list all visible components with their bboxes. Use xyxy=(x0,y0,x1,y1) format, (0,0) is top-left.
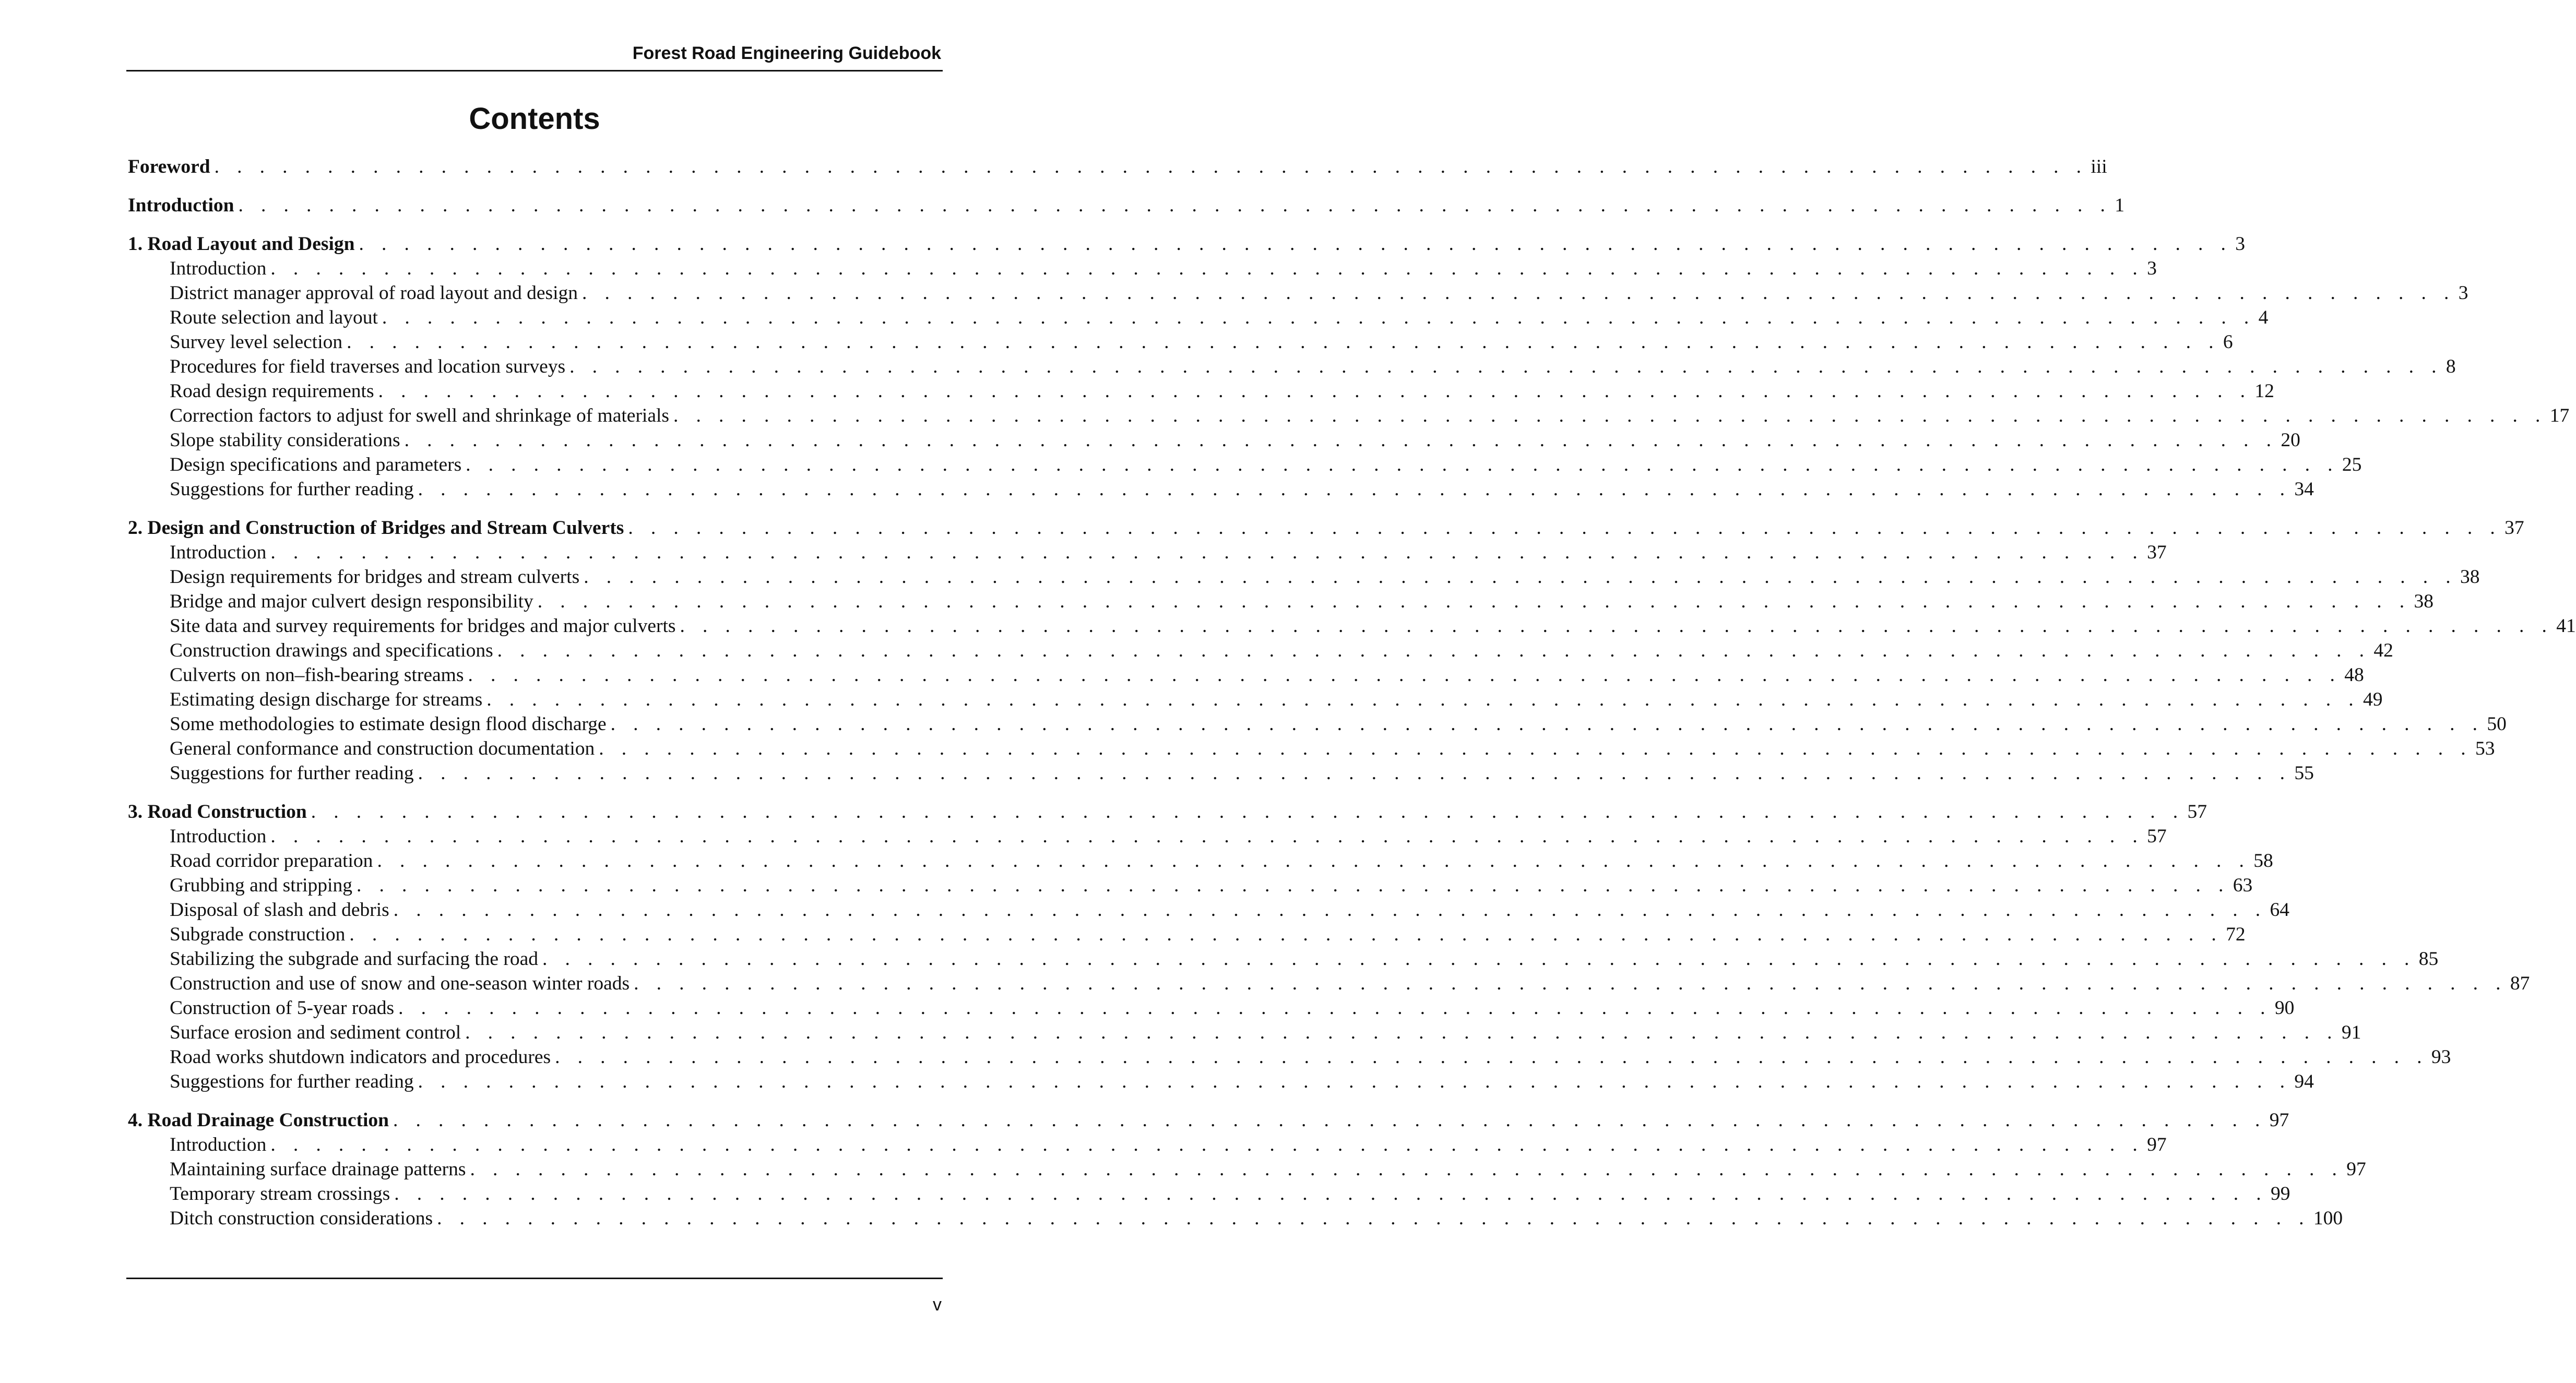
toc-entry-title: Design requirements for bridges and stream culverts xyxy=(170,566,580,588)
dot-leader: . . . . . . . . . . . . . . . . . . . . . . . . . . . . . . . . . . . . . . . . . . . . . . . . . . . . . . . . . . . . . . . . . . . . . . . . . . . . . . . . . . . xyxy=(673,405,2547,426)
toc-page-number: 87 xyxy=(2510,973,2530,994)
running-header: Forest Road Engineering Guidebook xyxy=(632,43,941,63)
toc-entry-title: Temporary stream crossings xyxy=(170,1183,390,1205)
toc-chapter-entry xyxy=(128,1108,2289,1132)
toc-section-entry xyxy=(128,712,2507,736)
toc-entry-title: Construction and use of snow and one-season winter roads xyxy=(170,973,630,994)
toc-entry-title: 3. Road Construction xyxy=(128,801,307,822)
toc-section-entry xyxy=(128,565,2480,589)
toc-section-entry xyxy=(128,971,2530,996)
dot-leader: . . . . . . . . . . . . . . . . . . . . . . . . . . . . . . . . . . . . . . . . . . . . . . . . . . . . . . . . . . . . . . . . . . . . . . . . . . . . . . . . . . . xyxy=(378,380,2252,402)
toc-section-entry xyxy=(128,1206,2343,1231)
dot-leader: . . . . . . . . . . . . . . . . . . . . . . . . . . . . . . . . . . . . . . . . . . . . . . . . . . . . . . . . . . . . . . . . . . . . . . . . . . . . . . . . . . . xyxy=(394,1183,2268,1205)
toc-chapter-group xyxy=(128,193,2125,218)
toc-page-number: 93 xyxy=(2431,1046,2451,1068)
toc-page-number: 38 xyxy=(2460,566,2480,588)
toc-page-number: 53 xyxy=(2475,738,2495,759)
toc-page-number: 91 xyxy=(2341,1022,2361,1043)
toc-section-entry xyxy=(128,281,2468,305)
toc-section-entry xyxy=(128,1069,2314,1094)
toc-page-number: 49 xyxy=(2363,689,2383,710)
dot-leader: . . . . . . . . . . . . . . . . . . . . . . . . . . . . . . . . . . . . . . . . . . . . . . . . . . . . . . . . . . . . . . . . . . . . . . . . . . . . . . . . . . . xyxy=(610,713,2484,735)
dot-leader: . . . . . . . . . . . . . . . . . . . . . . . . . . . . . . . . . . . . . . . . . . . . . . . . . . . . . . . . . . . . . . . . . . . . . . . . . . . . . . . . . . . xyxy=(582,282,2455,304)
dot-leader: . . . . . . . . . . . . . . . . . . . . . . . . . . . . . . . . . . . . . . . . . . . . . . . . . . . . . . . . . . . . . . . . . . . . . . . . . . . . . . . . . . . xyxy=(437,1208,2310,1229)
toc-chapter-group xyxy=(128,516,2576,785)
dot-leader: . . . . . . . . . . . . . . . . . . . . . . . . . . . . . . . . . . . . . . . . . . . . . . . . . . . . . . . . . . . . . . . . . . . . . . . . . . . . . . . . . . . xyxy=(270,826,2144,847)
dot-leader: . . . . . . . . . . . . . . . . . . . . . . . . . . . . . . . . . . . . . . . . . . . . . . . . . . . . . . . . . . . . . . . . . . . . . . . . . . . . . . . . . . . xyxy=(680,615,2554,637)
toc-entry-title: 4. Road Drainage Construction xyxy=(128,1110,389,1131)
toc-entry-title: General conformance and construction documentation xyxy=(170,738,595,759)
toc-page-number: 20 xyxy=(2281,430,2300,451)
toc-section-entry xyxy=(128,379,2274,403)
dot-leader: . . . . . . . . . . . . . . . . . . . . . . . . . . . . . . . . . . . . . . . . . . . . . . . . . . . . . . . . . . . . . . . . . . . . . . . . . . . . . . . . . . . xyxy=(356,875,2230,896)
dot-leader: . . . . . . . . . . . . . . . . . . . . . . . . . . . . . . . . . . . . . . . . . . . . . . . . . . . . . . . . . . . . . . . . . . . . . . . . . . . . . . . . . . . xyxy=(468,664,2342,686)
dot-leader: . . . . . . . . . . . . . . . . . . . . . . . . . . . . . . . . . . . . . . . . . . . . . . . . . . . . . . . . . . . . . . . . . . . . . . . . . . . . . . . . . . . xyxy=(311,801,2185,822)
toc-section-entry xyxy=(128,589,2433,614)
dot-leader: . . . . . . . . . . . . . . . . . . . . . . . . . . . . . . . . . . . . . . . . . . . . . . . . . . . . . . . . . . . . . . . . . . . . . . . . . . . . . . . . . . . xyxy=(599,738,2473,759)
toc-entry-title: Grubbing and stripping xyxy=(170,875,352,896)
toc-page-number: 8 xyxy=(2446,356,2456,377)
toc-section-entry xyxy=(128,736,2495,761)
toc-section-entry xyxy=(128,638,2393,663)
page-number: v xyxy=(933,1295,942,1315)
toc-entry-title: Suggestions for further reading xyxy=(170,479,414,500)
toc-page-number: 57 xyxy=(2147,826,2167,847)
toc-section-entry xyxy=(128,663,2364,687)
toc-section-entry xyxy=(128,996,2295,1020)
toc-entry-title: Introduction xyxy=(128,195,234,216)
toc-page-number: 100 xyxy=(2313,1208,2343,1229)
dot-leader: . . . . . . . . . . . . . . . . . . . . . . . . . . . . . . . . . . . . . . . . . . . . . . . . . . . . . . . . . . . . . . . . . . . . . . . . . . . . . . . . . . . xyxy=(537,591,2411,612)
dot-leader: . . . . . . . . . . . . . . . . . . . . . . . . . . . . . . . . . . . . . . . . . . . . . . . . . . . . . . . . . . . . . . . . . . . . . . . . . . . . . . . . . . . xyxy=(486,689,2360,710)
toc-entry-title: Suggestions for further reading xyxy=(170,1071,414,1092)
toc-page-number: 97 xyxy=(2147,1134,2167,1155)
dot-leader: . . . . . . . . . . . . . . . . . . . . . . . . . . . . . . . . . . . . . . . . . . . . . . . . . . . . . . . . . . . . . . . . . . . . . . . . . . . . . . . . . . . xyxy=(628,517,2502,539)
toc-section-entry xyxy=(128,1045,2451,1069)
toc-page-number: 6 xyxy=(2223,331,2233,353)
toc-page-number: 4 xyxy=(2258,307,2269,328)
toc-page-number: 90 xyxy=(2274,997,2295,1019)
toc-entry-title: Disposal of slash and debris xyxy=(170,899,389,921)
toc-section-entry xyxy=(128,305,2269,330)
toc-entry-title: Introduction xyxy=(170,258,267,279)
toc-page-number: 42 xyxy=(2373,640,2393,661)
toc-section-entry xyxy=(128,873,2253,898)
toc-section-entry xyxy=(128,614,2576,638)
toc-entry-title: Subgrade construction xyxy=(170,924,346,945)
toc-chapter-entry xyxy=(128,154,2107,179)
toc-chapter-entry xyxy=(128,193,2125,218)
toc-chapter-group xyxy=(128,154,2107,179)
toc-chapter-entry xyxy=(128,516,2524,540)
toc-entry-title: Procedures for field traverses and location surveys xyxy=(170,356,566,377)
toc-entry-title: Construction of 5-year roads xyxy=(170,997,395,1019)
toc-section-entry xyxy=(128,403,2570,428)
dot-leader: . . . . . . . . . . . . . . . . . . . . . . . . . . . . . . . . . . . . . . . . . . . . . . . . . . . . . . . . . . . . . . . . . . . . . . . . . . . . . . . . . . . xyxy=(418,479,2292,500)
toc-section-entry xyxy=(128,761,2314,785)
toc-page-number: 17 xyxy=(2549,405,2570,426)
toc-entry-title: Construction drawings and specifications xyxy=(170,640,493,661)
toc-chapter-group xyxy=(128,232,2570,502)
dot-leader: . . . . . . . . . . . . . . . . . . . . . . . . . . . . . . . . . . . . . . . . . . . . . . . . . . . . . . . . . . . . . . . . . . . . . . . . . . . . . . . . . . . xyxy=(569,356,2443,377)
toc-entry-title: Some methodologies to estimate design flood discharge xyxy=(170,713,607,735)
toc-entry-title: Design specifications and parameters xyxy=(170,454,462,475)
dot-leader: . . . . . . . . . . . . . . . . . . . . . . . . . . . . . . . . . . . . . . . . . . . . . . . . . . . . . . . . . . . . . . . . . . . . . . . . . . . . . . . . . . . xyxy=(466,454,2339,475)
toc-entry-title: Survey level selection xyxy=(170,331,343,353)
dot-leader: . . . . . . . . . . . . . . . . . . . . . . . . . . . . . . . . . . . . . . . . . . . . . . . . . . . . . . . . . . . . . . . . . . . . . . . . . . . . . . . . . . . xyxy=(377,850,2251,872)
toc-section-entry xyxy=(128,947,2439,971)
dot-leader: . . . . . . . . . . . . . . . . . . . . . . . . . . . . . . . . . . . . . . . . . . . . . . . . . . . . . . . . . . . . . . . . . . . . . . . . . . . . . . . . . . . xyxy=(418,762,2292,784)
dot-leader: . . . . . . . . . . . . . . . . . . . . . . . . . . . . . . . . . . . . . . . . . . . . . . . . . . . . . . . . . . . . . . . . . . . . . . . . . . . . . . . . . . . xyxy=(418,1071,2292,1092)
toc-page-number: 97 xyxy=(2269,1110,2289,1131)
footer-rule xyxy=(126,1278,943,1279)
toc-section-entry xyxy=(128,1157,2366,1182)
toc-page-number: 63 xyxy=(2233,875,2253,896)
toc-page-number: 41 xyxy=(2556,615,2576,637)
dot-leader: . . . . . . . . . . . . . . . . . . . . . . . . . . . . . . . . . . . . . . . . . . . . . . . . . . . . . . . . . . . . . . . . . . . . . . . . . . . . . . . . . . . xyxy=(382,307,2256,328)
toc-page-number: 34 xyxy=(2294,479,2314,500)
toc-section-entry xyxy=(128,256,2157,281)
toc-chapter-group xyxy=(128,1108,2366,1231)
toc-section-entry xyxy=(128,1020,2361,1045)
toc-page-number: 97 xyxy=(2346,1159,2366,1180)
toc-page-number: 25 xyxy=(2342,454,2362,475)
toc-page-number: 57 xyxy=(2187,801,2207,822)
toc-entry-title: District manager approval of road layout and design xyxy=(170,282,578,304)
toc-section-entry xyxy=(128,898,2290,922)
toc-page-number: 64 xyxy=(2270,899,2290,921)
toc-section-entry xyxy=(128,540,2167,565)
toc-page-number: 1 xyxy=(2115,195,2125,216)
toc-entry-title: Ditch construction considerations xyxy=(170,1208,433,1229)
header-rule xyxy=(126,70,943,71)
dot-leader: . . . . . . . . . . . . . . . . . . . . . . . . . . . . . . . . . . . . . . . . . . . . . . . . . . . . . . . . . . . . . . . . . . . . . . . . . . . . . . . . . . . xyxy=(214,156,2088,177)
toc-entry-title: Culverts on non–fish-bearing streams xyxy=(170,664,464,686)
toc-entry-title: Introduction xyxy=(170,1134,267,1155)
dot-leader: . . . . . . . . . . . . . . . . . . . . . . . . . . . . . . . . . . . . . . . . . . . . . . . . . . . . . . . . . . . . . . . . . . . . . . . . . . . . . . . . . . . xyxy=(393,899,2267,921)
toc-section-entry xyxy=(128,849,2273,873)
dot-leader: . . . . . . . . . . . . . . . . . . . . . . . . . . . . . . . . . . . . . . . . . . . . . . . . . . . . . . . . . . . . . . . . . . . . . . . . . . . . . . . . . . . xyxy=(349,924,2223,945)
toc-chapter-entry xyxy=(128,800,2207,824)
toc-section-entry xyxy=(128,354,2456,379)
toc-entry-title: Site data and survey requirements for bridges and major culverts xyxy=(170,615,676,637)
toc-entry-title: Road corridor preparation xyxy=(170,850,373,872)
toc-entry-title: Correction factors to adjust for swell and shrinkage of materials xyxy=(170,405,670,426)
dot-leader: . . . . . . . . . . . . . . . . . . . . . . . . . . . . . . . . . . . . . . . . . . . . . . . . . . . . . . . . . . . . . . . . . . . . . . . . . . . . . . . . . . . xyxy=(359,233,2233,255)
toc-page-number: 37 xyxy=(2504,517,2524,539)
dot-leader: . . . . . . . . . . . . . . . . . . . . . . . . . . . . . . . . . . . . . . . . . . . . . . . . . . . . . . . . . . . . . . . . . . . . . . . . . . . . . . . . . . . xyxy=(555,1046,2428,1068)
toc-entry-title: Slope stability considerations xyxy=(170,430,400,451)
toc-page-number: 72 xyxy=(2226,924,2246,945)
dot-leader: . . . . . . . . . . . . . . . . . . . . . . . . . . . . . . . . . . . . . . . . . . . . . . . . . . . . . . . . . . . . . . . . . . . . . . . . . . . . . . . . . . . xyxy=(270,542,2144,563)
toc-page-number: 50 xyxy=(2487,713,2507,735)
toc-entry-title: 1. Road Layout and Design xyxy=(128,233,355,255)
toc-entry-title: Route selection and layout xyxy=(170,307,378,328)
dot-leader: . . . . . . . . . . . . . . . . . . . . . . . . . . . . . . . . . . . . . . . . . . . . . . . . . . . . . . . . . . . . . . . . . . . . . . . . . . . . . . . . . . . xyxy=(542,948,2416,970)
dot-leader: . . . . . . . . . . . . . . . . . . . . . . . . . . . . . . . . . . . . . . . . . . . . . . . . . . . . . . . . . . . . . . . . . . . . . . . . . . . . . . . . . . . xyxy=(470,1159,2344,1180)
dot-leader: . . . . . . . . . . . . . . . . . . . . . . . . . . . . . . . . . . . . . . . . . . . . . . . . . . . . . . . . . . . . . . . . . . . . . . . . . . . . . . . . . . . xyxy=(238,195,2112,216)
toc-chapter-group xyxy=(128,800,2530,1094)
toc-page-number: 85 xyxy=(2418,948,2439,970)
dot-leader: . . . . . . . . . . . . . . . . . . . . . . . . . . . . . . . . . . . . . . . . . . . . . . . . . . . . . . . . . . . . . . . . . . . . . . . . . . . . . . . . . . . xyxy=(497,640,2371,661)
toc-entry-title: Estimating design discharge for streams xyxy=(170,689,483,710)
toc-section-entry xyxy=(128,922,2246,947)
toc-page-number: 48 xyxy=(2344,664,2364,686)
page-title: Contents xyxy=(469,102,600,136)
dot-leader: . . . . . . . . . . . . . . . . . . . . . . . . . . . . . . . . . . . . . . . . . . . . . . . . . . . . . . . . . . . . . . . . . . . . . . . . . . . . . . . . . . . xyxy=(270,258,2144,279)
toc-entry-title: Road design requirements xyxy=(170,380,374,402)
toc-section-entry xyxy=(128,452,2362,477)
toc-entry-title: 2. Design and Construction of Bridges and Stream Culverts xyxy=(128,517,624,539)
toc-entry-title: Road works shutdown indicators and procedures xyxy=(170,1046,551,1068)
toc-section-entry xyxy=(128,1132,2167,1157)
dot-leader: . . . . . . . . . . . . . . . . . . . . . . . . . . . . . . . . . . . . . . . . . . . . . . . . . . . . . . . . . . . . . . . . . . . . . . . . . . . . . . . . . . . xyxy=(584,566,2457,588)
toc-entry-title: Foreword xyxy=(128,156,210,177)
toc-entry-title: Bridge and major culvert design responsibility xyxy=(170,591,533,612)
dot-leader: . . . . . . . . . . . . . . . . . . . . . . . . . . . . . . . . . . . . . . . . . . . . . . . . . . . . . . . . . . . . . . . . . . . . . . . . . . . . . . . . . . . xyxy=(634,973,2507,994)
toc-section-entry xyxy=(128,687,2383,712)
toc-entry-title: Suggestions for further reading xyxy=(170,762,414,784)
toc-chapter-entry xyxy=(128,232,2245,256)
toc-page-number: 55 xyxy=(2294,762,2314,784)
toc-entry-title: Introduction xyxy=(170,826,267,847)
dot-leader: . . . . . . . . . . . . . . . . . . . . . . . . . . . . . . . . . . . . . . . . . . . . . . . . . . . . . . . . . . . . . . . . . . . . . . . . . . . . . . . . . . . xyxy=(404,430,2278,451)
dot-leader: . . . . . . . . . . . . . . . . . . . . . . . . . . . . . . . . . . . . . . . . . . . . . . . . . . . . . . . . . . . . . . . . . . . . . . . . . . . . . . . . . . . xyxy=(398,997,2272,1019)
toc-entry-title: Surface erosion and sediment control xyxy=(170,1022,461,1043)
toc-entry-title: Introduction xyxy=(170,542,267,563)
toc-page-number: 38 xyxy=(2414,591,2433,612)
dot-leader: . . . . . . . . . . . . . . . . . . . . . . . . . . . . . . . . . . . . . . . . . . . . . . . . . . . . . . . . . . . . . . . . . . . . . . . . . . . . . . . . . . . xyxy=(270,1134,2144,1155)
toc-entry-title: Stabilizing the subgrade and surfacing the road xyxy=(170,948,539,970)
toc-page-number: 58 xyxy=(2253,850,2273,872)
toc-page-number: 94 xyxy=(2294,1071,2314,1092)
toc-page-number: 12 xyxy=(2254,380,2274,402)
toc-section-entry xyxy=(128,330,2233,354)
toc-section-entry xyxy=(128,824,2167,849)
dot-leader: . . . . . . . . . . . . . . . . . . . . . . . . . . . . . . . . . . . . . . . . . . . . . . . . . . . . . . . . . . . . . . . . . . . . . . . . . . . . . . . . . . . xyxy=(393,1110,2266,1131)
toc-page-number: 37 xyxy=(2147,542,2167,563)
toc-page-number: 3 xyxy=(2235,233,2245,255)
toc-page-number: iii xyxy=(2091,156,2107,177)
toc-section-entry xyxy=(128,1182,2290,1206)
toc-section-entry xyxy=(128,477,2314,502)
table-of-contents xyxy=(128,154,2576,1245)
toc-page-number: 3 xyxy=(2458,282,2468,304)
dot-leader: . . . . . . . . . . . . . . . . . . . . . . . . . . . . . . . . . . . . . . . . . . . . . . . . . . . . . . . . . . . . . . . . . . . . . . . . . . . . . . . . . . . xyxy=(465,1022,2338,1043)
toc-section-entry xyxy=(128,428,2300,452)
toc-entry-title: Maintaining surface drainage patterns xyxy=(170,1159,466,1180)
toc-page-number: 3 xyxy=(2147,258,2157,279)
toc-page-number: 99 xyxy=(2271,1183,2290,1205)
dot-leader: . . . . . . . . . . . . . . . . . . . . . . . . . . . . . . . . . . . . . . . . . . . . . . . . . . . . . . . . . . . . . . . . . . . . . . . . . . . . . . . . . . . xyxy=(347,331,2220,353)
